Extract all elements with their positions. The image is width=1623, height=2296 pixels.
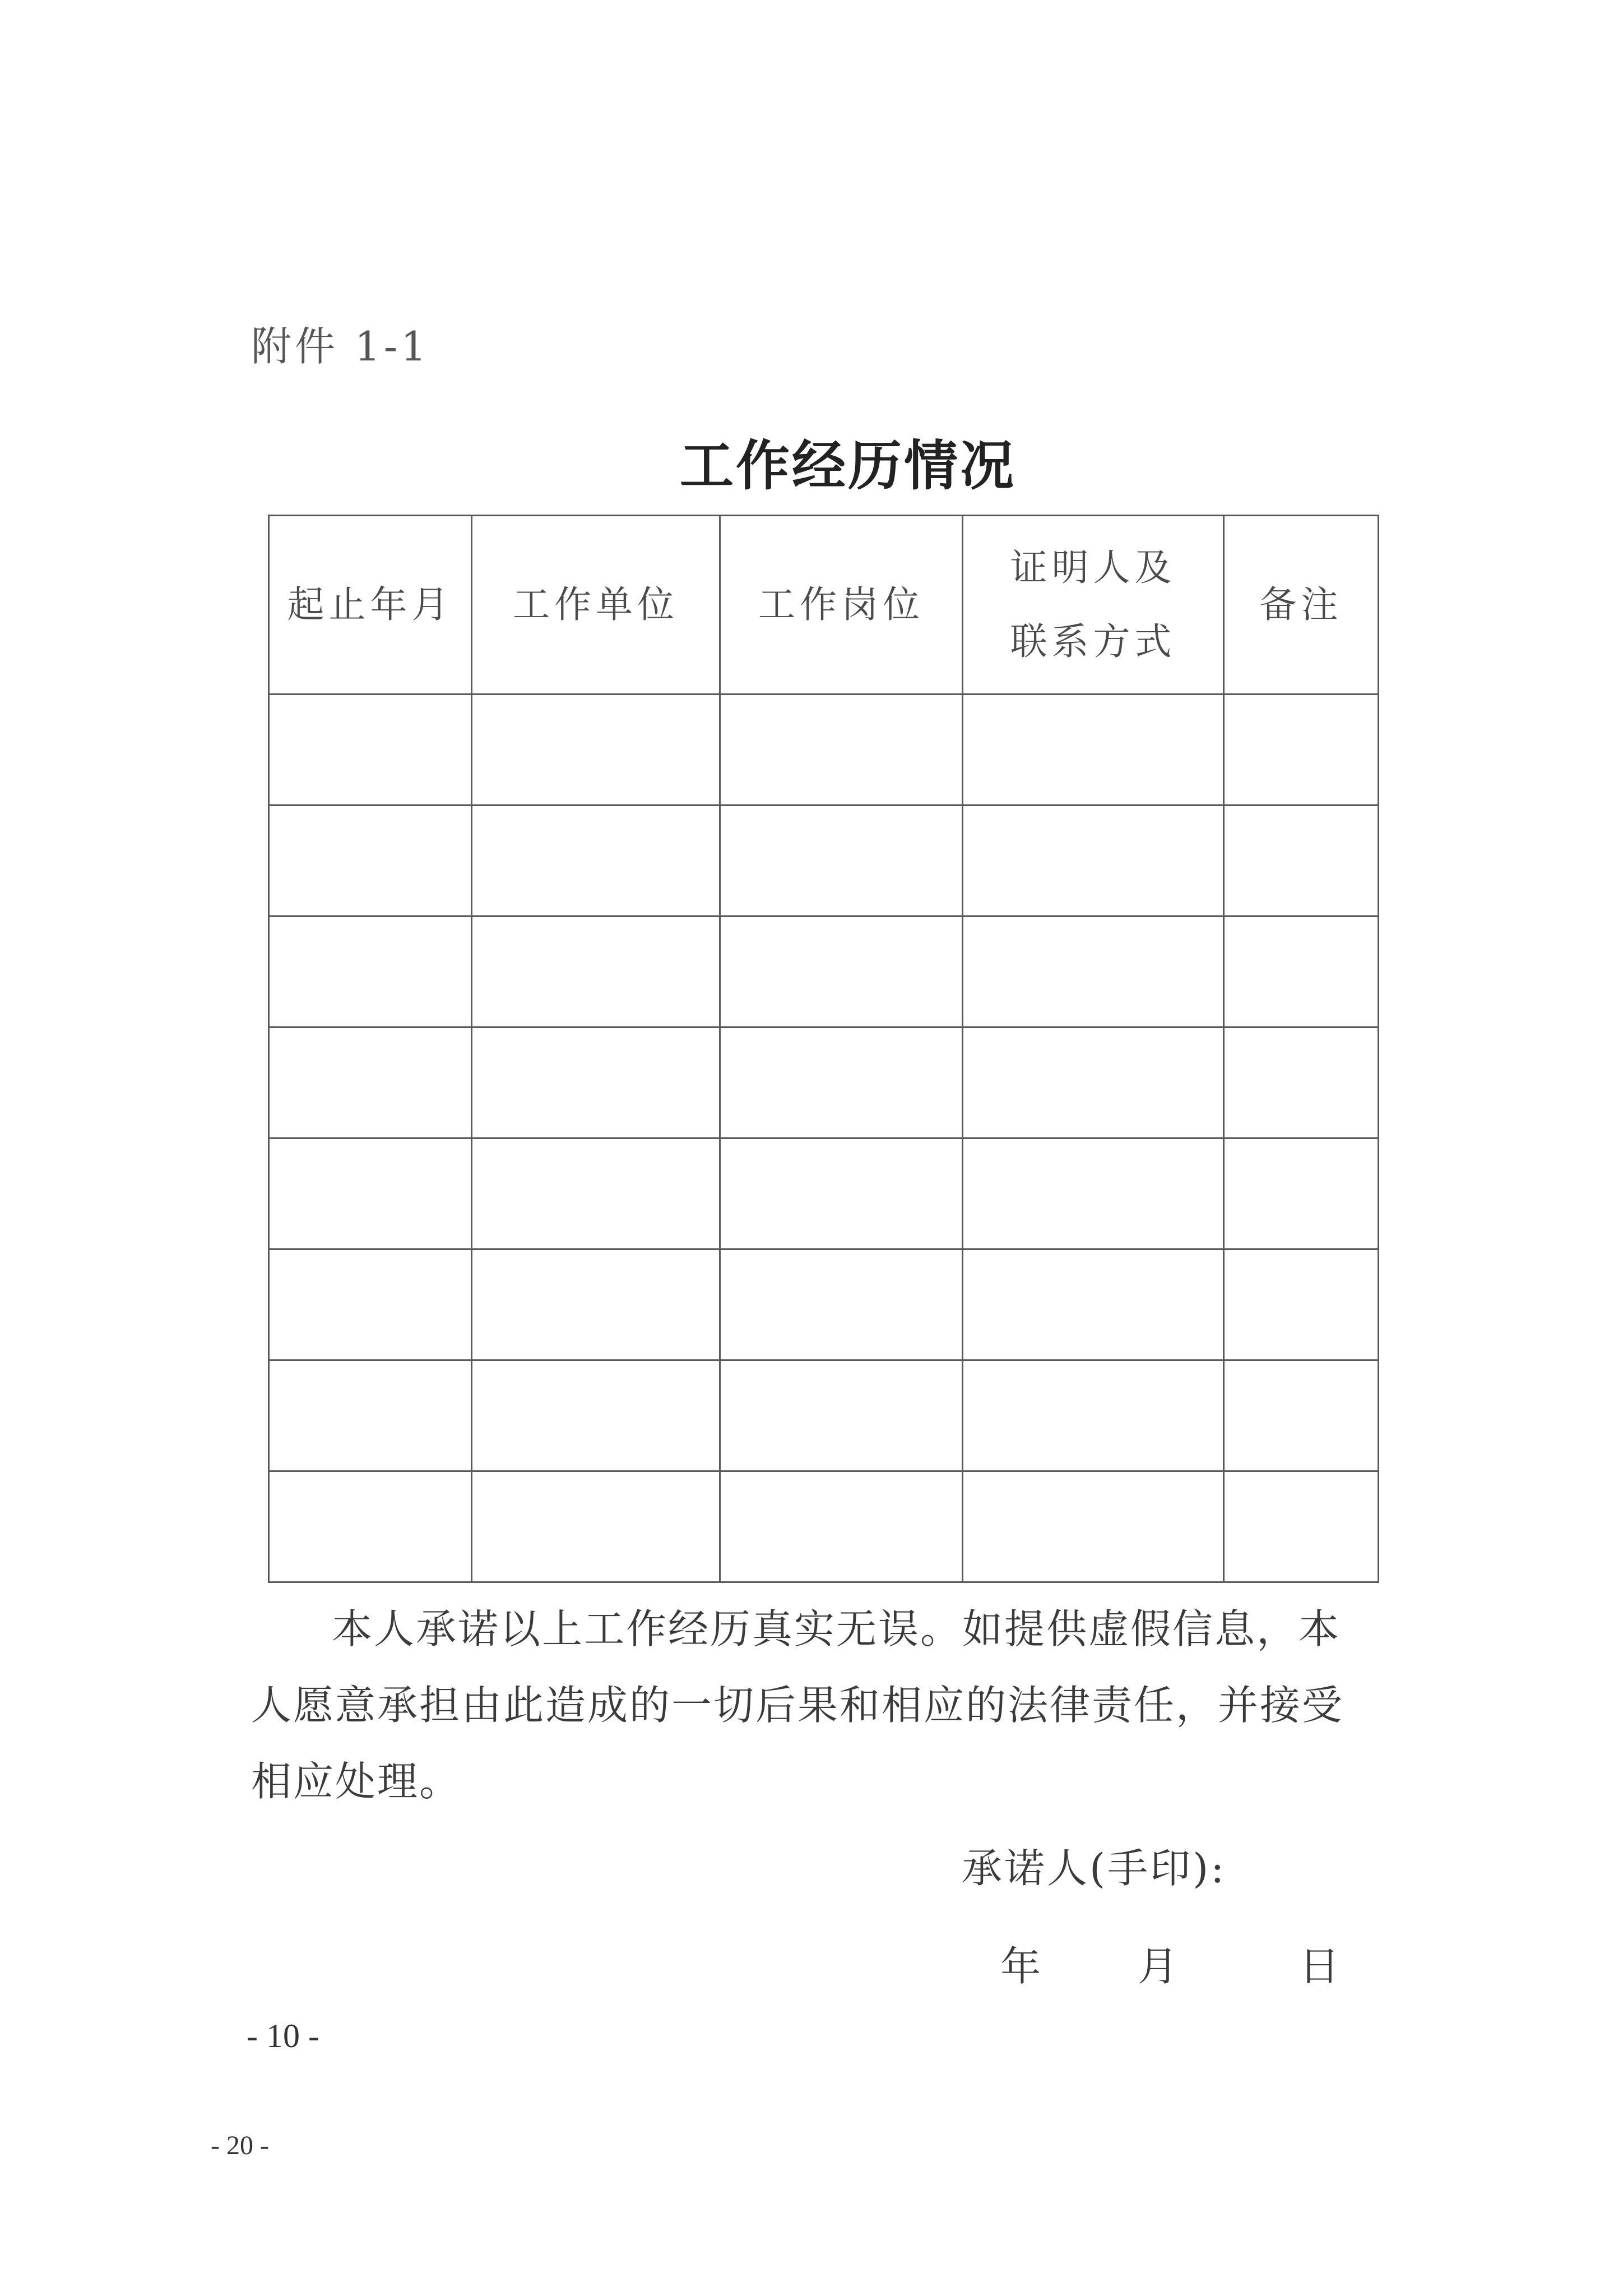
table-cell[interactable]	[1224, 1360, 1379, 1471]
date-month-label: 月	[1138, 1943, 1179, 1990]
table-cell[interactable]	[720, 1360, 963, 1471]
header-period: 起止年月	[269, 516, 472, 695]
table-cell[interactable]	[720, 1249, 963, 1360]
table-cell[interactable]	[269, 1360, 472, 1471]
table-cell[interactable]	[472, 1471, 720, 1582]
table-cell[interactable]	[472, 806, 720, 916]
table-cell[interactable]	[269, 695, 472, 806]
table-cell[interactable]	[720, 1471, 963, 1582]
table-cell[interactable]	[963, 695, 1224, 806]
table-cell[interactable]	[269, 806, 472, 916]
page-number-outer: - 20 -	[211, 2131, 269, 2160]
table-cell[interactable]	[269, 1249, 472, 1360]
table-cell[interactable]	[720, 695, 963, 806]
table-cell[interactable]	[269, 1027, 472, 1138]
header-reference-contact: 证明人及联系方式	[963, 516, 1224, 695]
table-row	[269, 1249, 1379, 1360]
page-number-inner: - 10 -	[247, 2017, 319, 2054]
table-cell[interactable]	[963, 806, 1224, 916]
signer-label: 承诺人(手印):	[962, 1845, 1227, 1892]
document-title: 工作经历情况	[680, 434, 1016, 497]
table-row	[269, 1138, 1379, 1249]
table-cell[interactable]	[472, 1138, 720, 1249]
table-row	[269, 1027, 1379, 1138]
table-row	[269, 1360, 1379, 1471]
header-employer: 工作单位	[472, 516, 720, 695]
table-row	[269, 916, 1379, 1027]
table-cell[interactable]	[472, 1027, 720, 1138]
table-cell[interactable]	[269, 1138, 472, 1249]
table-row	[269, 1471, 1379, 1582]
table-header-row	[269, 516, 1379, 695]
table-cell[interactable]	[720, 1138, 963, 1249]
table-cell[interactable]	[1224, 916, 1379, 1027]
table-cell[interactable]	[720, 1027, 963, 1138]
date-day-label: 日	[1299, 1943, 1340, 1990]
table-cell[interactable]	[269, 1471, 472, 1582]
attachment-label: 附件 1-1	[251, 323, 430, 370]
table-cell[interactable]	[963, 1027, 1224, 1138]
table-cell[interactable]	[1224, 1471, 1379, 1582]
table-cell[interactable]	[1224, 1027, 1379, 1138]
table-cell[interactable]	[963, 1249, 1224, 1360]
table-row	[269, 695, 1379, 806]
table-cell[interactable]	[472, 1249, 720, 1360]
table-cell[interactable]	[963, 916, 1224, 1027]
table-cell[interactable]	[1224, 1249, 1379, 1360]
date-year-label: 年	[1000, 1943, 1041, 1990]
work-history-table	[268, 515, 1379, 1583]
table-cell[interactable]	[720, 806, 963, 916]
table-cell[interactable]	[1224, 1138, 1379, 1249]
table-cell[interactable]	[1224, 695, 1379, 806]
table-cell[interactable]	[472, 916, 720, 1027]
table-row	[269, 806, 1379, 916]
table-cell[interactable]	[1224, 806, 1379, 916]
table-cell[interactable]	[963, 1471, 1224, 1582]
table-cell[interactable]	[269, 916, 472, 1027]
table-cell[interactable]	[963, 1360, 1224, 1471]
table-cell[interactable]	[963, 1138, 1224, 1249]
pledge-statement: 本人承诺以上工作经历真实无误。如提供虚假信息，本人愿意承担由此造成的一切后果和相应的法律责任，并接受相应处理。	[251, 1605, 1344, 1805]
header-position: 工作岗位	[720, 516, 963, 695]
table-cell[interactable]	[472, 1360, 720, 1471]
table-cell[interactable]	[720, 916, 963, 1027]
table-cell[interactable]	[472, 695, 720, 806]
header-remarks: 备注	[1224, 516, 1379, 695]
